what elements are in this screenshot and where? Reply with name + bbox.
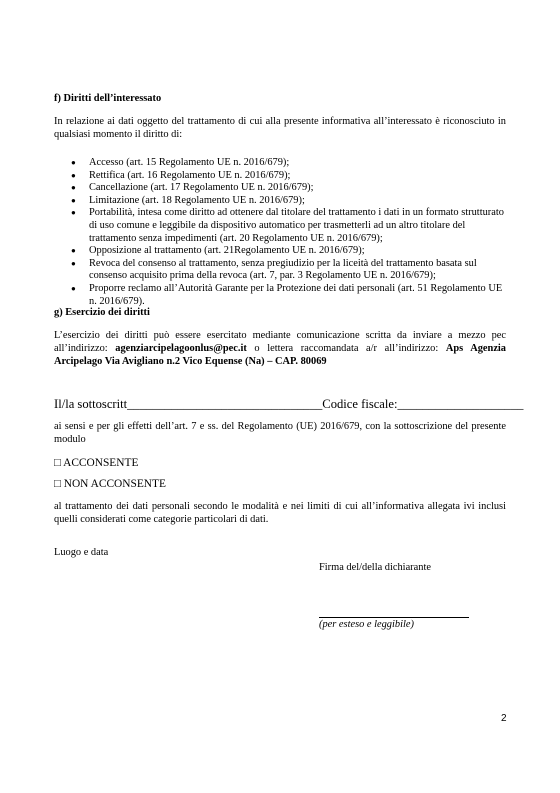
- section-f-intro-text: In relazione ai dati oggetto del trattamento di cui alla presente informativa all’interessato è riconosciuto in qualsiasi momento il diritto di:: [54, 116, 506, 140]
- rights-list-item: [54, 245, 506, 258]
- rights-item-text: Accesso (art. 15 Regolamento UE n. 2016/679);: [89, 157, 290, 168]
- trattamento-text: al trattamento dei dati personali secondo le modalità e nei limiti di cui all’informativa allegata ivi inclusi quelli considerati come categorie particolari di dati.: [54, 501, 506, 525]
- bullet-icon: ●: [71, 208, 76, 218]
- section-f-intro: [54, 115, 506, 141]
- rights-item-text: Cancellazione (art. 17 Regolamento UE n. 2016/679);: [89, 182, 314, 194]
- effetti-text: ai sensi e per gli effetti dell’art. 7 e ss. del Regolamento (UE) 2016/679, con la sottoscrizione del presente modulo: [54, 421, 506, 445]
- firma-label: Firma del/della dichiarante: [319, 562, 431, 573]
- section-g-text-2: o lettera raccomandata a/r all’indirizzo:: [246, 343, 446, 354]
- rights-list-item: [54, 195, 506, 208]
- rights-item-text: Limitazione (art. 18 Regolamento UE n. 2016/679);: [89, 194, 305, 206]
- section-g-heading: g) Esercizio dei diritti: [54, 307, 150, 318]
- firma-note: (per esteso e leggibile): [319, 619, 414, 630]
- rights-list-item: [54, 207, 506, 245]
- section-f-heading: f) Diritti dell’interessato: [54, 93, 162, 104]
- rights-list: [54, 157, 506, 308]
- bullet-icon: ●: [71, 195, 76, 205]
- non-acconsente-option: □ NON ACCONSENTE: [54, 478, 166, 490]
- bullet-icon: ●: [71, 158, 76, 167]
- page-number: 2: [501, 713, 507, 724]
- rights-list-item: [54, 170, 506, 183]
- trattamento-paragraph: [54, 500, 506, 526]
- bullet-icon: ●: [71, 246, 76, 256]
- rights-item-text: Rettifica (art. 16 Regolamento UE n. 2016/679);: [89, 169, 291, 181]
- rights-list-item: [54, 182, 506, 195]
- bullet-icon: ●: [71, 258, 76, 268]
- section-g-paragraph: [54, 329, 506, 368]
- rights-list-item: [54, 283, 506, 308]
- section-g-text-1: L’esercizio dei diritti può essere esercitato mediante comunicazione scritta da inviare a mezzo pec all’indirizzo:: [54, 330, 506, 354]
- rights-item-text: Revoca del consenso al trattamento, senza pregiudizio per la liceità del trattamento basata sul consenso acquisito prima della revoca (art. 7, par. 3 Regolamento UE n. 2016/679);: [89, 257, 477, 282]
- sottoscritto-line: Il/la sottoscritt_______________________________Codice fiscale:____________________: [54, 397, 524, 411]
- effetti-paragraph: [54, 420, 506, 446]
- rights-list-item: [54, 258, 506, 283]
- luogo-data-label: Luogo e data: [54, 547, 109, 558]
- bullet-icon: ●: [71, 283, 76, 293]
- pec-email: agenziarcipelagoonlus@pec.it: [115, 343, 247, 354]
- acconsente-option: □ ACCONSENTE: [54, 457, 139, 469]
- bullet-icon: ●: [71, 183, 76, 193]
- postal-address: Aps Agenzia Arcipelago Via Avigliano n.2 Vico Equense (Na) – CAP. 80069: [54, 343, 507, 367]
- rights-item-text: Opposizione al trattamento (art. 21Regolamento UE n. 2016/679);: [89, 245, 365, 257]
- rights-item-text: Proporre reclamo all’Autorità Garante per la Protezione dei dati personali (art. 51 Regolamento UE n. 2016/679).: [89, 282, 503, 307]
- rights-item-text: Portabilità, intesa come diritto ad ottenere dal titolare del trattamento i dati in un formato strutturato di uso comune e leggibile da dispositivo automatico per trasmetterli ad un altro titolare del trattamento senza impedimenti (art. 20 Regolamento UE n. 2016/679);: [89, 207, 504, 244]
- rights-list-item: [54, 157, 506, 170]
- bullet-icon: ●: [71, 170, 76, 180]
